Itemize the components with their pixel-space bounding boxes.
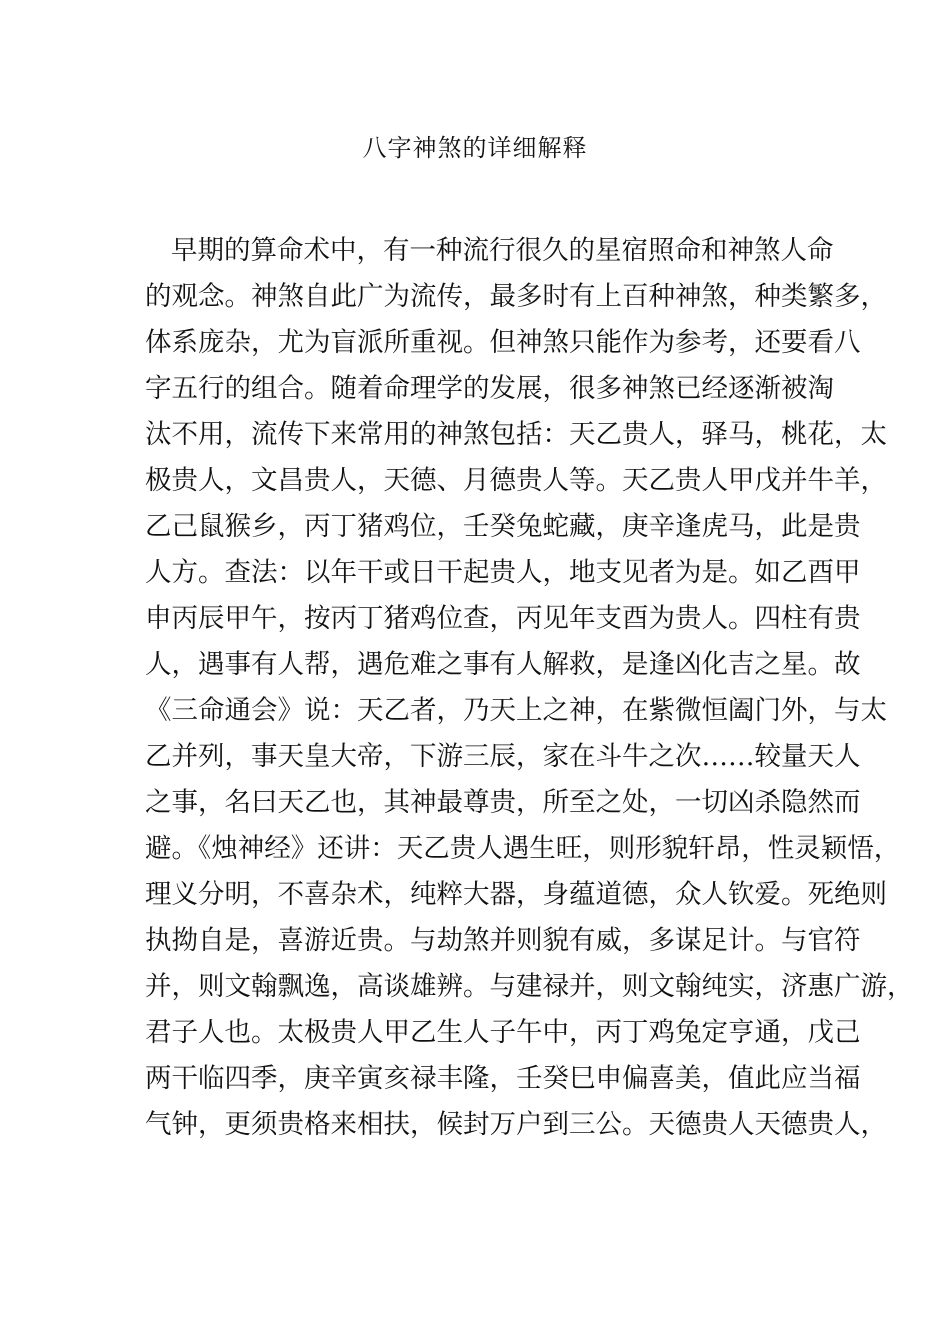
text-line: 极贵人，文昌贵人，天德、月德贵人等。天乙贵人甲戊并牛羊，	[145, 465, 887, 496]
text-line: 乙己鼠猴乡，丙丁猪鸡位，壬癸兔蛇藏，庚辛逢虎马，此是贵	[145, 511, 861, 542]
text-line: 理义分明，不喜杂术，纯粹大器，身蕴道德，众人钦爱。死绝则	[145, 879, 887, 910]
text-line: 执拗自是，喜游近贵。与劫煞并则貌有威，多谋足计。与官符	[145, 925, 861, 956]
text-line: 字五行的组合。随着命理学的发展，很多神煞已经逐渐被淘	[145, 373, 834, 404]
text-line: 两干临四季，庚辛寅亥禄丰隆，壬癸巳申偏喜美，值此应当福	[145, 1063, 861, 1094]
text-line: 申丙辰甲午，按丙丁猪鸡位查，丙见年支酉为贵人。四柱有贵	[145, 603, 861, 634]
text-line: 并，则文翰飘逸，高谈雄辨。与建禄并，则文翰纯实，济惠广游，	[145, 971, 914, 1002]
body-paragraph	[145, 228, 914, 1148]
text-line: 汰不用，流传下来常用的神煞包括：天乙贵人，驿马，桃花，太	[145, 419, 887, 450]
text-line: 人方。查法：以年干或日干起贵人，地支见者为是。如乙酉甲	[145, 557, 861, 588]
text-line: 体系庞杂，尤为盲派所重视。但神煞只能作为参考，还要看八	[145, 327, 861, 358]
text-line: 君子人也。太极贵人甲乙生人子午中，丙丁鸡兔定亨通，戊己	[145, 1017, 861, 1048]
page-title: 八字神煞的详细解释	[362, 134, 588, 162]
text-line: 气钟，更须贵格来相扶，候封万户到三公。天德贵人天德贵人，	[145, 1109, 887, 1140]
text-line: 避。《烛神经》还讲：天乙贵人遇生旺，则形貌轩昂，性灵颖悟，	[145, 833, 901, 864]
text-line: 早期的算命术中，有一种流行很久的星宿照命和神煞人命	[171, 235, 834, 266]
text-line: 乙并列，事天皇大帝，下游三辰，家在斗牛之次……较量天人	[145, 741, 861, 772]
text-line: 的观念。神煞自此广为流传，最多时有上百种神煞，种类繁多，	[145, 281, 887, 312]
text-line: 之事，名曰天乙也，其神最尊贵，所至之处，一切凶杀隐然而	[145, 787, 861, 818]
text-line: 《三命通会》说：天乙者，乃天上之神，在紫微恒阖门外，与太	[145, 695, 887, 726]
text-line: 人，遇事有人帮，遇危难之事有人解救，是逢凶化吉之星。故	[145, 649, 861, 680]
